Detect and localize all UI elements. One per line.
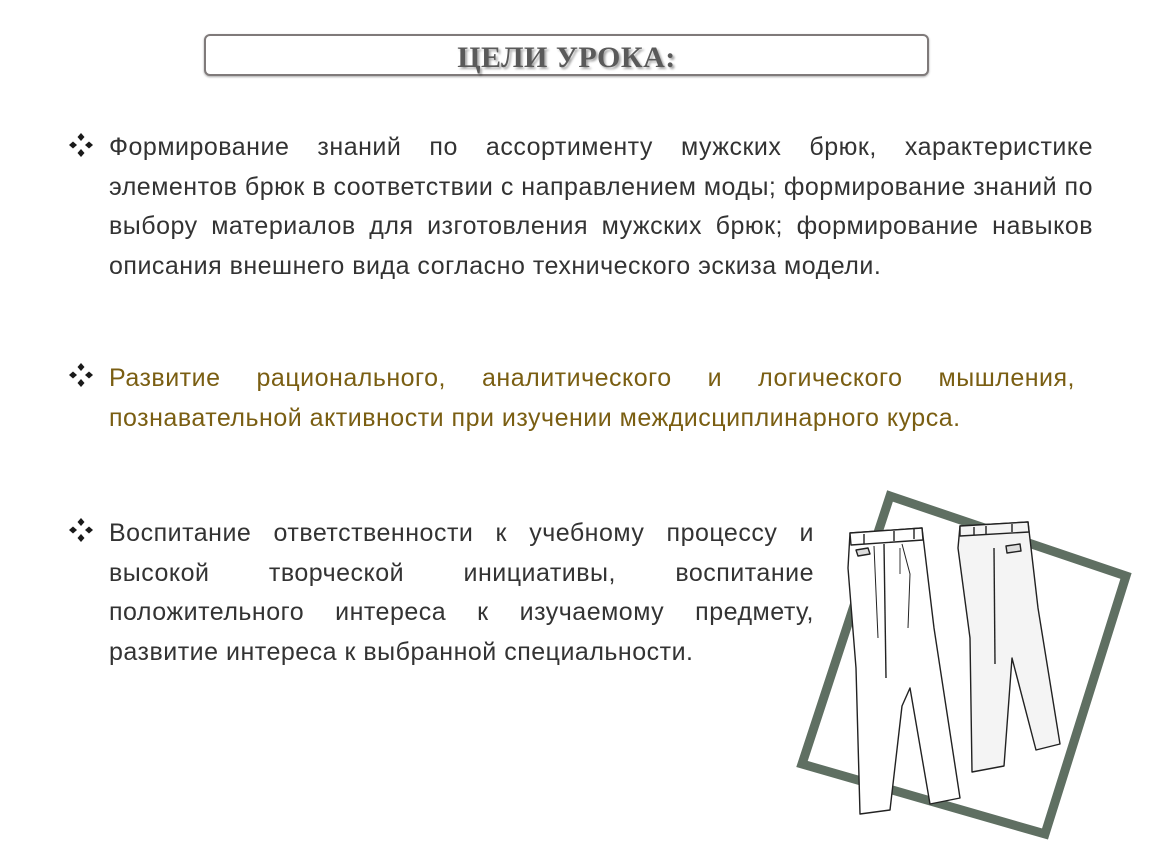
trousers-sketch-icon — [848, 528, 960, 814]
goal-item-thinking: Развитие рационального, аналитического и логического мышления, познавательной активности при изучении междисциплинарного курса. — [109, 364, 1075, 432]
goal-item-upbringing: Воспитание ответственности к учебному процессу и высокой творческой инициативы, воспитание положительного интереса к изучаемому предмету, развитие интереса к выбранной специальности. — [109, 519, 814, 666]
trousers-sketch-icon — [958, 522, 1060, 772]
diamond-bullet-icon — [68, 517, 94, 543]
diamond-bullet-icon — [68, 362, 94, 388]
trousers-illustration — [790, 488, 1135, 848]
title-box — [204, 34, 929, 76]
page-title: ЦЕЛИ УРОКА: — [457, 41, 676, 74]
diamond-bullet-icon — [68, 132, 94, 158]
goal-item-knowledge: Формирование знаний по ассортименту мужских брюк, характеристике элементов брюк в соответствии с направлением моды; формирование знаний по выбору материалов для изготовления мужских брюк; формирование навыков описания внешнего вида согласно технического эскиза модели. — [109, 133, 1093, 280]
